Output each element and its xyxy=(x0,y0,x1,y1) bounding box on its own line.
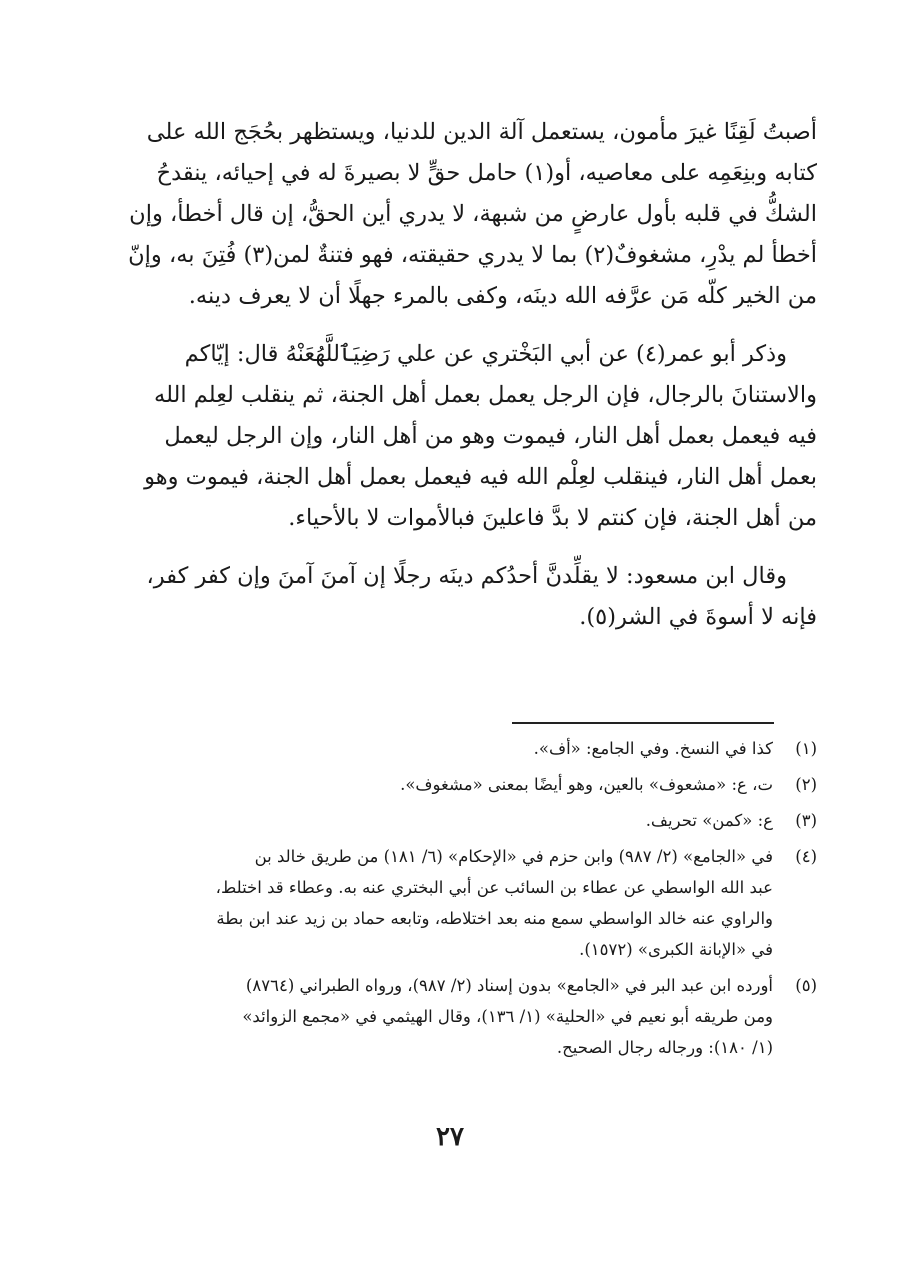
text-line: أخطأ لم يدْرِ، مشغوفٌ(٢) بما لا يدري حقيقته، فهو فتنةٌ لمن(٣) فُتِنَ به، وإنّ xyxy=(128,242,817,268)
footnote-5 xyxy=(95,970,817,1063)
paragraph-1 xyxy=(95,112,817,317)
footnotes xyxy=(95,733,817,1068)
footnote-separator xyxy=(512,722,774,724)
footnote-number: (١) xyxy=(795,739,817,758)
text-line xyxy=(95,556,817,597)
footnote-line: أورده ابن عبد البر في «الجامع» بدون إسناد (٢/ ٩٨٧)، ورواه الطبراني (٨٧٦٤) xyxy=(245,976,773,995)
footnote-line: عبد الله الواسطي عن عطاء بن السائب عن أبي البختري عنه به. وعطاء قد اختلط، xyxy=(215,878,773,897)
text-line: الشكُّ في قلبه بأول عارضٍ من شبهة، لا يدري أين الحقُّ، إن قال أخطأ، وإن xyxy=(129,201,817,227)
footnote-line: والراوي عنه خالد الواسطي سمع منه بعد اختلاطه، وتابعه حماد بن زيد عند ابن بطة xyxy=(216,909,773,928)
footnote-line: في «الجامع» (٢/ ٩٨٧) وابن حزم في «الإحكام» (٦/ ١٨١) من طريق خالد بن xyxy=(254,847,773,866)
footnote-4 xyxy=(95,841,817,965)
text-line-content: وقال ابن مسعود: لا يقلِّدنَّ أحدُكم دينَه رجلًا إن آمنَ آمنَ وإن كفر كفر، xyxy=(146,563,787,589)
page-number: ٢٧ xyxy=(436,1122,464,1152)
text-line: من الخير كلّه مَن عرَّفه الله دينَه، وكفى بالمرء جهلًا أن لا يعرف دينه. xyxy=(188,283,817,309)
footnote-number: (٣) xyxy=(795,811,817,830)
footnote-1 xyxy=(95,733,817,764)
footnote-3 xyxy=(95,805,817,836)
text-line: فإنه لا أسوةَ في الشر(٥). xyxy=(579,604,817,630)
footnote-2 xyxy=(95,769,817,800)
text-line: كتابه وبنِعَمِه على معاصيه، أو(١) حامل حقٍّ لا بصيرةَ له في إحيائه، ينقدحُ xyxy=(156,160,817,186)
paragraph-3 xyxy=(95,556,817,638)
footnote-line: ومن طريقه أبو نعيم في «الحلية» (١/ ١٣٦)، وقال الهيثمي في «مجمع الزوائد» xyxy=(242,1007,773,1026)
footnote-line: ت، ع: «مشعوف» بالعين، وهو أيضًا بمعنى «مشغوف». xyxy=(400,775,773,794)
text-line: من أهل الجنة، فإن كنتم لا بدَّ فاعلينَ فبالأموات لا بالأحياء. xyxy=(288,505,817,531)
footnote-line: (١/ ١٨٠): ورجاله رجال الصحيح. xyxy=(556,1038,773,1057)
text-line: بعمل أهل النار، فينقلب لعِلْم الله فيه فيعمل بعمل أهل الجنة، فيموت وهو xyxy=(144,464,817,490)
footnote-line: في «الإبانة الكبرى» (١٥٧٢). xyxy=(579,940,773,959)
main-text xyxy=(95,112,817,655)
footnote-line: كذا في النسخ. وفي الجامع: «أف». xyxy=(533,739,773,758)
footnote-number: (٤) xyxy=(795,847,817,866)
text-line-content: وذكر أبو عمر(٤) عن أبي البَخْتري عن علي رَضِيَٱللَّهُعَنْهُ قال: إيّاكم xyxy=(184,341,787,367)
paragraph-2 xyxy=(95,334,817,539)
text-line: والاستنانَ بالرجال، فإن الرجل يعمل بعمل أهل الجنة، ثم ينقلب لعِلم الله xyxy=(154,382,817,408)
footnote-number: (٢) xyxy=(795,775,817,794)
footnote-line: ع: «كمن» تحريف. xyxy=(645,811,773,830)
text-line xyxy=(95,334,817,375)
text-line: فيه فيعمل بعمل أهل النار، فيموت وهو من أهل النار، وإن الرجل ليعمل xyxy=(164,423,817,449)
footnote-number: (٥) xyxy=(795,976,817,995)
text-line: أصبتُ لَقِنًا غيرَ مأمون، يستعمل آلة الدين للدنيا، ويستظهر بحُجَج الله على xyxy=(146,119,817,145)
